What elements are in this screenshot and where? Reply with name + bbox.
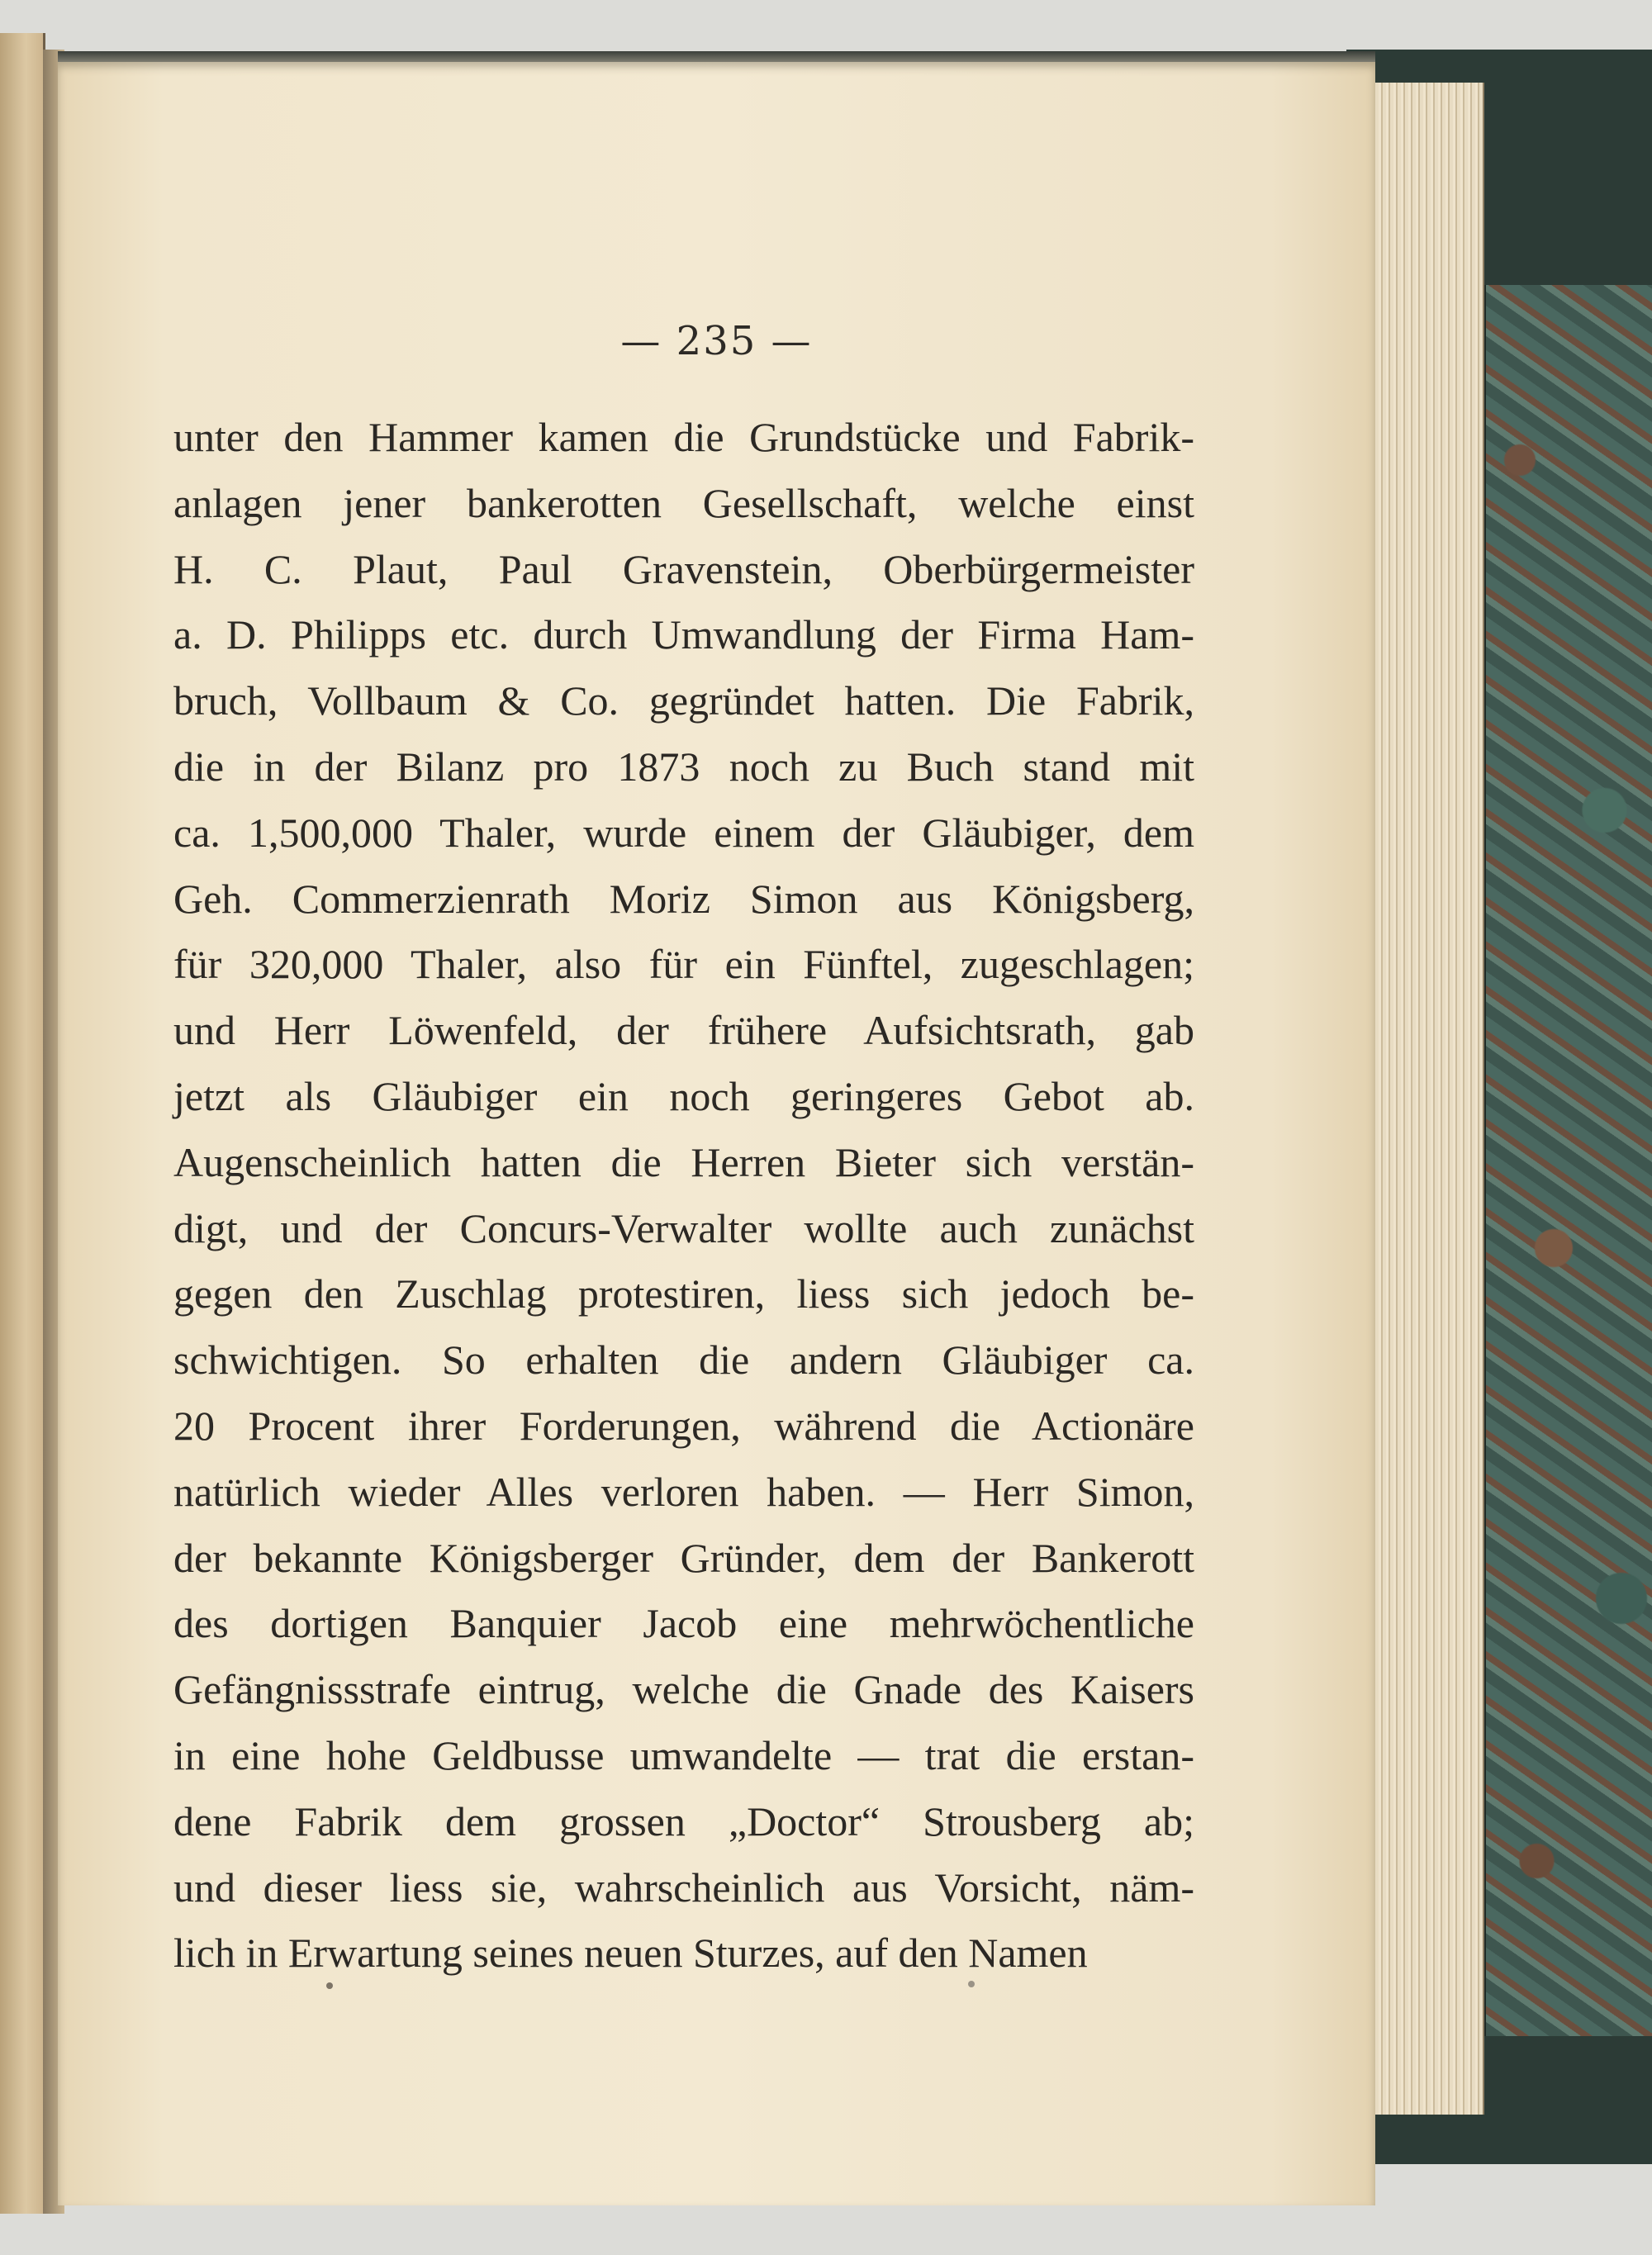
text-line: natürlich wieder Alles verloren haben. — Herr Simon,	[173, 1468, 1194, 1515]
text-line: unter den Hammer kamen die Grundstücke und Fabrik-	[173, 414, 1194, 460]
left-page-edge	[0, 33, 45, 2214]
text-line: lich in Erwartung seines neuen Sturzes, auf den Namen	[173, 1930, 1088, 1977]
page-edges	[1371, 83, 1484, 2115]
paper-speck	[968, 1981, 975, 1987]
text-line: in eine hohe Geldbusse umwandelte — trat die erstan-	[173, 1731, 1194, 1778]
text-line: Geh. Commerzienrath Moriz Simon aus Königsberg,	[173, 875, 1194, 922]
text-line: ca. 1,500,000 Thaler, wurde einem der Gläubiger, dem	[173, 809, 1194, 856]
text-line: des dortigen Banquier Jacob eine mehrwöchentliche	[173, 1600, 1194, 1647]
text-line: H. C. Plaut, Paul Gravenstein, Oberbürgermeister	[173, 545, 1194, 592]
text-line: bruch, Vollbaum & Co. gegründet hatten. Die Fabrik,	[173, 677, 1194, 724]
text-line: die in der Bilanz pro 1873 noch zu Buch stand mit	[173, 743, 1194, 790]
text-line: jetzt als Gläubiger ein noch geringeres Gebot ab.	[173, 1072, 1194, 1119]
text-line: digt, und der Concurs-Verwalter wollte auch zunächst	[173, 1204, 1194, 1251]
text-line: und Herr Löwenfeld, der frühere Aufsichtsrath, gab	[173, 1007, 1194, 1054]
text-line: der bekannte Königsberger Gründer, dem der Bankerott	[173, 1534, 1194, 1581]
text-line: und dieser liess sie, wahrscheinlich aus Vorsicht, näm-	[173, 1863, 1194, 1911]
text-line: gegen den Zuschlag protestiren, liess sich jedoch be-	[173, 1270, 1194, 1317]
text-line: dene Fabrik dem grossen „Doctor“ Strousberg ab;	[173, 1797, 1194, 1844]
text-line: Augenscheinlich hatten die Herren Bieter sich verstän-	[173, 1138, 1194, 1185]
text-line: schwichtigen. So erhalten die andern Gläubiger ca.	[173, 1336, 1194, 1384]
book-page	[58, 62, 1375, 2205]
paper-speck	[326, 1982, 333, 1989]
body-text	[173, 405, 1194, 1987]
marbled-endpaper	[1483, 285, 1652, 2036]
page-number-header: — 235 —	[620, 318, 813, 364]
text-line: Gefängnissstrafe eintrug, welche die Gnade des Kaisers	[173, 1666, 1194, 1713]
text-line: anlagen jener bankerotten Gesellschaft, welche einst	[173, 479, 1194, 526]
text-line: 20 Procent ihrer Forderungen, während die Actionäre	[173, 1402, 1194, 1449]
text-line: für 320,000 Thaler, also für ein Fünftel, zugeschlagen;	[173, 941, 1194, 988]
text-line: a. D. Philipps etc. durch Umwandlung der Firma Ham-	[173, 611, 1194, 658]
